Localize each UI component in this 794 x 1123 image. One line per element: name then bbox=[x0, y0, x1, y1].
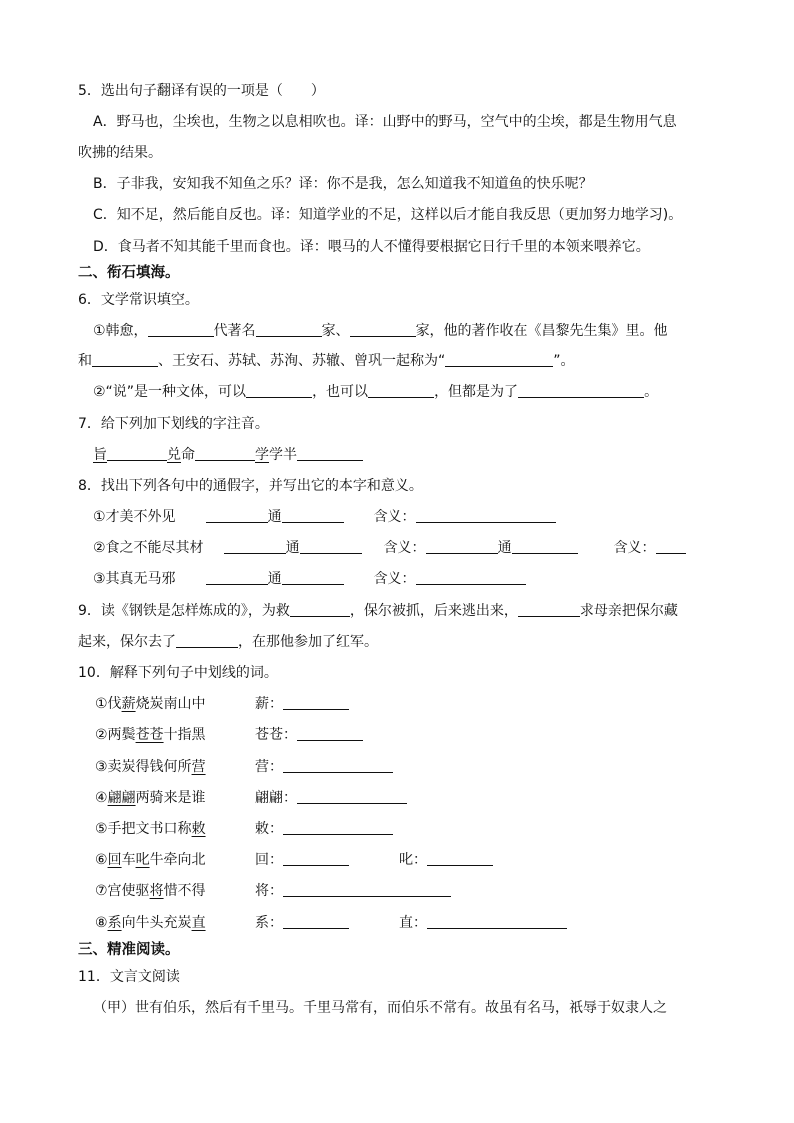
q10-sentence-text: ③卖炭得钱何所 bbox=[95, 759, 192, 775]
q10-row bbox=[95, 912, 567, 934]
q6-blank-purpose[interactable] bbox=[518, 382, 644, 398]
q10-underlined-word: 营 bbox=[191, 759, 206, 775]
q8-row3-blank-orig[interactable] bbox=[282, 569, 344, 585]
q8-row2-blank-char[interactable] bbox=[224, 538, 286, 554]
q10-sentence bbox=[95, 756, 255, 778]
q8-row3: ③其真无马邪 通 含义： bbox=[93, 568, 526, 590]
q5-option-c: C．知不足，然后能自反也。译：知道学业的不足，这样以后才能自我反思（更加努力地学习)。 bbox=[93, 207, 683, 223]
q10-answer-label: 系： bbox=[255, 915, 283, 931]
q6-blank-use1[interactable] bbox=[246, 382, 312, 398]
q10-answer-blank[interactable] bbox=[283, 757, 393, 773]
q10-sentence bbox=[95, 787, 255, 809]
q8-row3-blank-char[interactable] bbox=[206, 569, 268, 585]
q6-blank-use2[interactable] bbox=[368, 382, 434, 398]
q6-blank-role2[interactable] bbox=[350, 321, 416, 337]
q10-stem: 10．解释下列句子中划线的词。 bbox=[78, 665, 278, 681]
q10-row bbox=[95, 818, 393, 840]
q10-sentence-text: ⑥ bbox=[95, 852, 108, 868]
q10-answer-blank[interactable] bbox=[427, 913, 567, 929]
q10-answer-blank[interactable] bbox=[297, 725, 363, 741]
q10-underlined-word: 苍苍 bbox=[135, 727, 164, 743]
q10-sentence-text: 烧炭南山中 bbox=[135, 696, 206, 712]
q8-row1: ①才美不外见 通 含义： bbox=[93, 506, 556, 528]
q5-option-b: B．子非我，安知我不知鱼之乐？译：你不是我，怎么知道我不知道鱼的快乐呢？ bbox=[93, 176, 593, 192]
q10-sentence-text: 两骑来是谁 bbox=[135, 790, 206, 806]
q10-underlined-word: 系 bbox=[107, 915, 122, 931]
q10-sentence-text: ⑤手把文书口称 bbox=[95, 821, 192, 837]
q10-row bbox=[95, 756, 393, 778]
q10-sentence bbox=[95, 912, 255, 934]
q11-stem: 11．文言文阅读 bbox=[78, 969, 180, 985]
q7-stem: 7．给下列加下划线的字注音。 bbox=[78, 416, 269, 432]
q10-answer-label: 将： bbox=[255, 883, 283, 899]
q6-blank-group[interactable] bbox=[445, 351, 553, 367]
q10-answer-label: 翩翩： bbox=[255, 790, 297, 806]
q5-option-a-line1: A．野马也，尘埃也，生物之以息相吹也。译：山野中的野马，空气中的尘埃，都是生物用气息 bbox=[93, 114, 677, 130]
q10-answer-blank[interactable] bbox=[283, 819, 393, 835]
q10-sentence-text: ④ bbox=[95, 790, 108, 806]
q10-row bbox=[95, 849, 493, 871]
section-2-heading: 二、衔石填海。 bbox=[78, 265, 180, 281]
q10-sentence-text: 向牛头充炭 bbox=[121, 915, 192, 931]
q6-blank-dynasty[interactable] bbox=[148, 321, 214, 337]
q10-sentence-text: 十指黑 bbox=[163, 727, 206, 743]
q9-line1: 9．读《钢铁是怎样炼成的》，为救 ，保尔被抓，后来逃出来， 求母亲把保尔藏 bbox=[78, 603, 678, 619]
q10-answer-blank[interactable] bbox=[283, 881, 451, 897]
q10-answer-label: 敕： bbox=[255, 821, 283, 837]
q7-blank2[interactable] bbox=[195, 445, 255, 461]
q10-answer-label: 直： bbox=[399, 915, 427, 931]
q10-sentence bbox=[95, 724, 255, 746]
q10-underlined-word: 将 bbox=[149, 883, 164, 899]
q6-line1: ①韩愈， 代著名 家、 家，他的著作收在《昌黎先生集》里。他 bbox=[93, 323, 668, 339]
q10-row bbox=[95, 880, 451, 902]
q10-answer-blank[interactable] bbox=[283, 850, 349, 866]
q9-blank-person[interactable] bbox=[518, 601, 580, 617]
q10-sentence-text: 车 bbox=[121, 852, 136, 868]
q9-blank-place[interactable] bbox=[176, 632, 238, 648]
q10-answer-blank[interactable] bbox=[427, 850, 493, 866]
q7-word1: 旨 bbox=[93, 447, 107, 463]
q10-sentence-text: ①伐 bbox=[95, 696, 122, 712]
q8-row1-blank-orig[interactable] bbox=[282, 507, 344, 523]
q5-option-d: D．食马者不知其能千里而食也。译：喂马的人不懂得要根据它日行千里的本领来喂养它。 bbox=[93, 239, 650, 255]
q10-answer-blank[interactable] bbox=[283, 694, 349, 710]
q10-sentence-text: ⑦宫使驱 bbox=[95, 883, 150, 899]
q8-row2-blank-orig[interactable] bbox=[300, 538, 362, 554]
q10-answer-label: 营： bbox=[255, 759, 283, 775]
q10-underlined-word: 敕 bbox=[191, 821, 206, 837]
q8-row2-blank-orig2[interactable] bbox=[512, 538, 578, 554]
q11-passage-line1: （甲）世有伯乐，然后有千里马。千里马常有，而伯乐不常有。故虽有名马，祇辱于奴隶人之 bbox=[93, 1000, 667, 1016]
q7-blank1[interactable] bbox=[107, 445, 167, 461]
q8-row2: ②食之不能尽其材 通 含义： 通 含义： bbox=[93, 537, 686, 559]
q9-blank-rescue[interactable] bbox=[290, 601, 350, 617]
q10-sentence bbox=[95, 693, 255, 715]
q10-underlined-word: 直 bbox=[191, 915, 206, 931]
q10-row bbox=[95, 693, 349, 715]
q8-stem: 8．找出下列各句中的通假字，并写出它的本字和意义。 bbox=[78, 478, 423, 494]
q10-sentence-text: ⑧ bbox=[95, 915, 108, 931]
q10-row bbox=[95, 787, 407, 809]
q7-word3a: 学 bbox=[255, 447, 269, 463]
q10-underlined-word: 薪 bbox=[121, 696, 136, 712]
q8-row2-blank-meaning[interactable] bbox=[656, 538, 686, 554]
q6-blank-role1[interactable] bbox=[256, 321, 322, 337]
q5-option-a-line2: 吹拂的结果。 bbox=[78, 145, 162, 161]
q8-row3-blank-meaning[interactable] bbox=[416, 569, 526, 585]
q10-row bbox=[95, 724, 363, 746]
q7-line: 旨 兑命 学学半 bbox=[93, 444, 363, 466]
q8-row1-blank-char[interactable] bbox=[206, 507, 268, 523]
q5-stem: 5．选出句子翻译有误的一项是（ ） bbox=[78, 83, 325, 99]
q10-sentence bbox=[95, 818, 255, 840]
q7-blank3[interactable] bbox=[297, 445, 363, 461]
q10-sentence-text: 牛牵向北 bbox=[149, 852, 206, 868]
q10-answer-blank[interactable] bbox=[297, 788, 407, 804]
q6-stem: 6．文学常识填空。 bbox=[78, 292, 199, 308]
q10-answer-blank[interactable] bbox=[283, 913, 349, 929]
q8-row1-blank-meaning[interactable] bbox=[416, 507, 556, 523]
q10-sentence-text: 惜不得 bbox=[163, 883, 206, 899]
q7-word2a: 兑 bbox=[167, 447, 181, 463]
q6-blank-writer[interactable] bbox=[92, 351, 158, 367]
q8-row2-blank-char2[interactable] bbox=[426, 538, 498, 554]
q6-line2: 和 、王安石、苏轼、苏洵、苏辙、曾巩一起称为“ ”。 bbox=[78, 353, 575, 369]
q10-answer-label: 薪： bbox=[255, 696, 283, 712]
q10-underlined-word: 叱 bbox=[135, 852, 150, 868]
section-3-heading: 三、精准阅读。 bbox=[78, 942, 180, 958]
q10-underlined-word: 回 bbox=[107, 852, 122, 868]
q10-answer-label: 苍苍： bbox=[255, 727, 297, 743]
q10-sentence-text: ②两鬓 bbox=[95, 727, 136, 743]
q10-sentence bbox=[95, 849, 255, 871]
q10-underlined-word: 翩翩 bbox=[107, 790, 136, 806]
q9-line2: 起来，保尔去了 ，在那他参加了红军。 bbox=[78, 634, 378, 650]
q10-sentence bbox=[95, 880, 255, 902]
q6-line3: ②“说”是一种文体，可以 ，也可以 ，但都是为了 。 bbox=[93, 384, 659, 400]
q10-answer-label: 叱： bbox=[399, 852, 427, 868]
q10-answer-label: 回： bbox=[255, 852, 283, 868]
